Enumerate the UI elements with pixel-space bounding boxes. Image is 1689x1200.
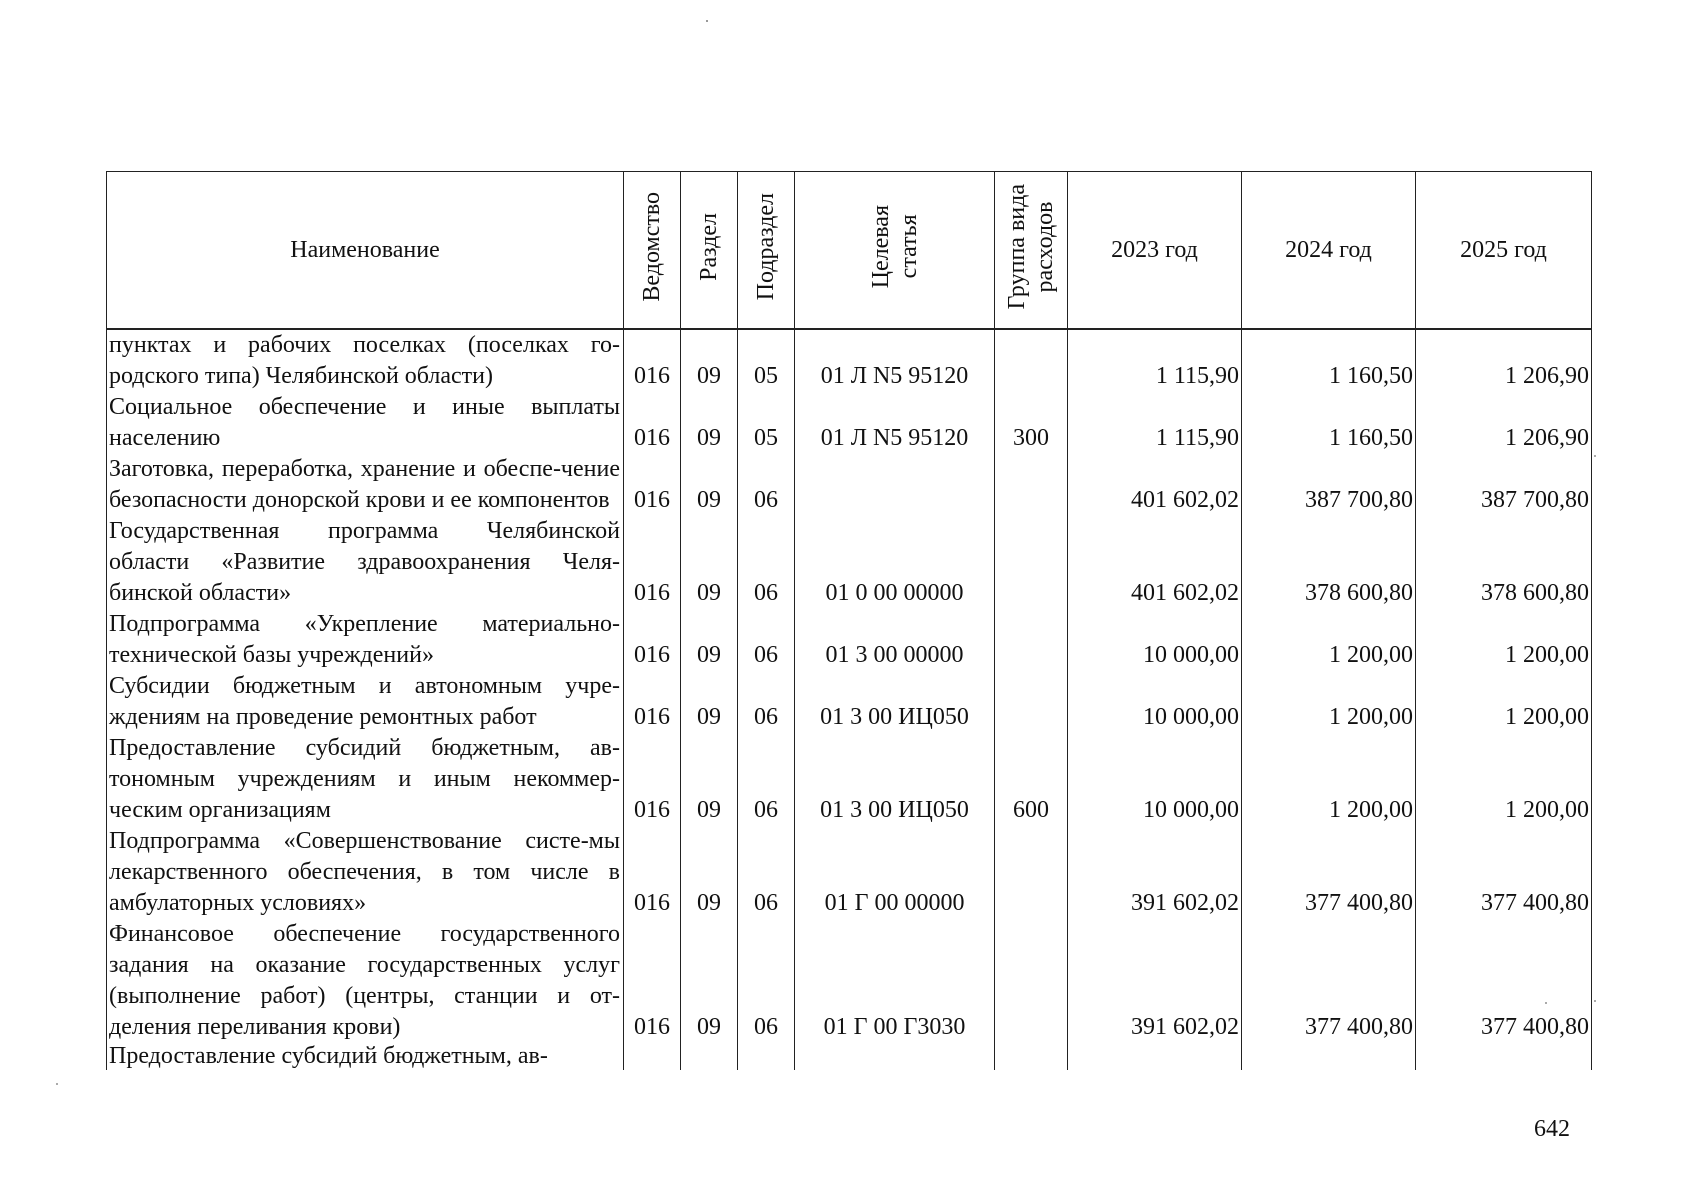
row-name: Социальное обеспечение и иные выплаты населению — [107, 392, 624, 454]
row-section: 09 — [681, 329, 738, 392]
row-expense-group: 600 — [995, 733, 1068, 826]
header-expense-group-line2: расходов — [1032, 201, 1058, 292]
table-row — [107, 609, 1592, 671]
table-row — [107, 392, 1592, 454]
header-subsection-label: Подраздел — [753, 192, 779, 301]
row-name: Государственная программа Челябинской области «Развитие здравоохранения Челя-бинской области» — [107, 516, 624, 609]
scan-speck — [1594, 455, 1596, 457]
row-amount-2024: 1 200,00 — [1242, 609, 1416, 671]
row-name: Заготовка, переработка, хранение и обеспе-чение безопасности донорской крови и ее компонентов — [107, 454, 624, 516]
row-subsection: 06 — [738, 671, 795, 733]
row-department: 016 — [624, 609, 681, 671]
header-target-article-line2: статья — [895, 214, 922, 279]
table-row-partial — [107, 1043, 1592, 1070]
row-amount-2025: 1 206,90 — [1416, 329, 1592, 392]
row-expense-group — [995, 516, 1068, 609]
header-target-article — [795, 172, 995, 330]
row-amount-2024 — [1242, 1043, 1416, 1070]
row-amount-2025: 1 200,00 — [1416, 671, 1592, 733]
row-expense-group — [995, 609, 1068, 671]
row-amount-2025: 1 200,00 — [1416, 609, 1592, 671]
row-amount-2024: 377 400,80 — [1242, 826, 1416, 919]
header-section-label: Раздел — [696, 212, 722, 281]
row-subsection: 06 — [738, 826, 795, 919]
header-subsection — [738, 172, 795, 330]
row-subsection: 06 — [738, 454, 795, 516]
row-expense-group — [995, 329, 1068, 392]
header-department — [624, 172, 681, 330]
row-amount-2024: 1 200,00 — [1242, 733, 1416, 826]
row-section: 09 — [681, 516, 738, 609]
row-expense-group — [995, 1043, 1068, 1070]
table-row — [107, 454, 1592, 516]
row-amount-2025: 1 206,90 — [1416, 392, 1592, 454]
row-target-article: 01 3 00 00000 — [795, 609, 995, 671]
row-amount-2023: 1 115,90 — [1068, 329, 1242, 392]
row-name: Финансовое обеспечение государственного задания на оказание государственных услуг (выполнение работ) (центры, станции и от-деления переливания крови) — [107, 919, 624, 1043]
row-section: 09 — [681, 392, 738, 454]
table-row — [107, 733, 1592, 826]
row-subsection: 06 — [738, 919, 795, 1043]
row-section: 09 — [681, 733, 738, 826]
row-target-article: 01 Г 00 Г3030 — [795, 919, 995, 1043]
row-subsection: 06 — [738, 516, 795, 609]
row-amount-2024: 378 600,80 — [1242, 516, 1416, 609]
budget-table-sheet — [106, 171, 1591, 1070]
row-target-article: 01 0 00 00000 — [795, 516, 995, 609]
row-department — [624, 1043, 681, 1070]
table-row — [107, 919, 1592, 1043]
row-amount-2023: 401 602,02 — [1068, 454, 1242, 516]
row-amount-2024: 387 700,80 — [1242, 454, 1416, 516]
row-amount-2025: 387 700,80 — [1416, 454, 1592, 516]
row-department: 016 — [624, 516, 681, 609]
header-expense-group — [995, 172, 1068, 330]
scan-speck — [56, 1083, 58, 1085]
row-department: 016 — [624, 733, 681, 826]
row-amount-2024: 1 160,50 — [1242, 392, 1416, 454]
row-amount-2023 — [1068, 1043, 1242, 1070]
row-name: Подпрограмма «Укрепление материально-технической базы учреждений» — [107, 609, 624, 671]
row-amount-2023: 1 115,90 — [1068, 392, 1242, 454]
row-amount-2023: 391 602,02 — [1068, 919, 1242, 1043]
header-year-2024 — [1242, 172, 1416, 330]
row-amount-2024: 1 200,00 — [1242, 671, 1416, 733]
header-name-label: Наименование — [290, 236, 440, 263]
row-amount-2025: 378 600,80 — [1416, 516, 1592, 609]
row-section: 09 — [681, 826, 738, 919]
row-section: 09 — [681, 671, 738, 733]
row-expense-group — [995, 826, 1068, 919]
row-department: 016 — [624, 826, 681, 919]
row-name: пунктах и рабочих поселках (поселках го-родского типа) Челябинской области) — [107, 329, 624, 392]
row-department: 016 — [624, 392, 681, 454]
header-name — [107, 172, 624, 330]
row-name: Подпрограмма «Совершенствование систе-мы лекарственного обеспечения, в том числе в амбулаторных условиях» — [107, 826, 624, 919]
row-amount-2025 — [1416, 1043, 1592, 1070]
header-year-2023 — [1068, 172, 1242, 330]
header-year-2025 — [1416, 172, 1592, 330]
header-year-2023-label: 2023 год — [1111, 236, 1198, 263]
row-expense-group: 300 — [995, 392, 1068, 454]
table-row — [107, 671, 1592, 733]
row-amount-2023: 391 602,02 — [1068, 826, 1242, 919]
row-section — [681, 1043, 738, 1070]
scan-speck — [1594, 1000, 1596, 1002]
row-target-article: 01 3 00 ИЦ050 — [795, 671, 995, 733]
row-target-article: 01 Л N5 95120 — [795, 392, 995, 454]
row-amount-2024: 1 160,50 — [1242, 329, 1416, 392]
table-header-row — [107, 172, 1592, 330]
row-expense-group — [995, 671, 1068, 733]
header-section — [681, 172, 738, 330]
budget-table — [106, 171, 1592, 1070]
row-expense-group — [995, 919, 1068, 1043]
header-department-label: Ведомство — [639, 191, 665, 302]
row-name: Предоставление субсидий бюджетным, ав- — [107, 1043, 624, 1070]
row-amount-2025: 1 200,00 — [1416, 733, 1592, 826]
page-number: 642 — [1534, 1116, 1570, 1142]
row-name: Предоставление субсидий бюджетным, ав-тономным учреждениям и иным некоммер-ческим организациям — [107, 733, 624, 826]
header-expense-group-label — [1003, 184, 1059, 309]
row-subsection: 06 — [738, 733, 795, 826]
header-target-article-label — [867, 205, 923, 288]
header-target-article-line1: Целевая — [867, 204, 894, 289]
header-year-2025-label: 2025 год — [1460, 236, 1547, 263]
row-amount-2023: 10 000,00 — [1068, 733, 1242, 826]
row-target-article — [795, 1043, 995, 1070]
table-body — [107, 329, 1592, 1070]
row-amount-2025: 377 400,80 — [1416, 826, 1592, 919]
row-subsection — [738, 1043, 795, 1070]
row-department: 016 — [624, 329, 681, 392]
table-row — [107, 516, 1592, 609]
scan-speck — [706, 20, 708, 22]
row-target-article: 01 Л N5 95120 — [795, 329, 995, 392]
row-department: 016 — [624, 671, 681, 733]
table-row — [107, 826, 1592, 919]
row-amount-2024: 377 400,80 — [1242, 919, 1416, 1043]
row-subsection: 05 — [738, 329, 795, 392]
row-expense-group — [995, 454, 1068, 516]
row-department: 016 — [624, 919, 681, 1043]
row-subsection: 05 — [738, 392, 795, 454]
row-target-article — [795, 454, 995, 516]
row-section: 09 — [681, 919, 738, 1043]
row-name: Субсидии бюджетным и автономным учре-ждениям на проведение ремонтных работ — [107, 671, 624, 733]
row-subsection: 06 — [738, 609, 795, 671]
header-year-2024-label: 2024 год — [1285, 236, 1372, 263]
row-section: 09 — [681, 454, 738, 516]
table-row — [107, 329, 1592, 392]
row-amount-2023: 10 000,00 — [1068, 609, 1242, 671]
row-amount-2023: 10 000,00 — [1068, 671, 1242, 733]
header-expense-group-line1: Группа вида — [1004, 183, 1030, 310]
row-amount-2025: 377 400,80 — [1416, 919, 1592, 1043]
row-target-article: 01 Г 00 00000 — [795, 826, 995, 919]
row-target-article: 01 3 00 ИЦ050 — [795, 733, 995, 826]
row-department: 016 — [624, 454, 681, 516]
row-amount-2023: 401 602,02 — [1068, 516, 1242, 609]
row-section: 09 — [681, 609, 738, 671]
